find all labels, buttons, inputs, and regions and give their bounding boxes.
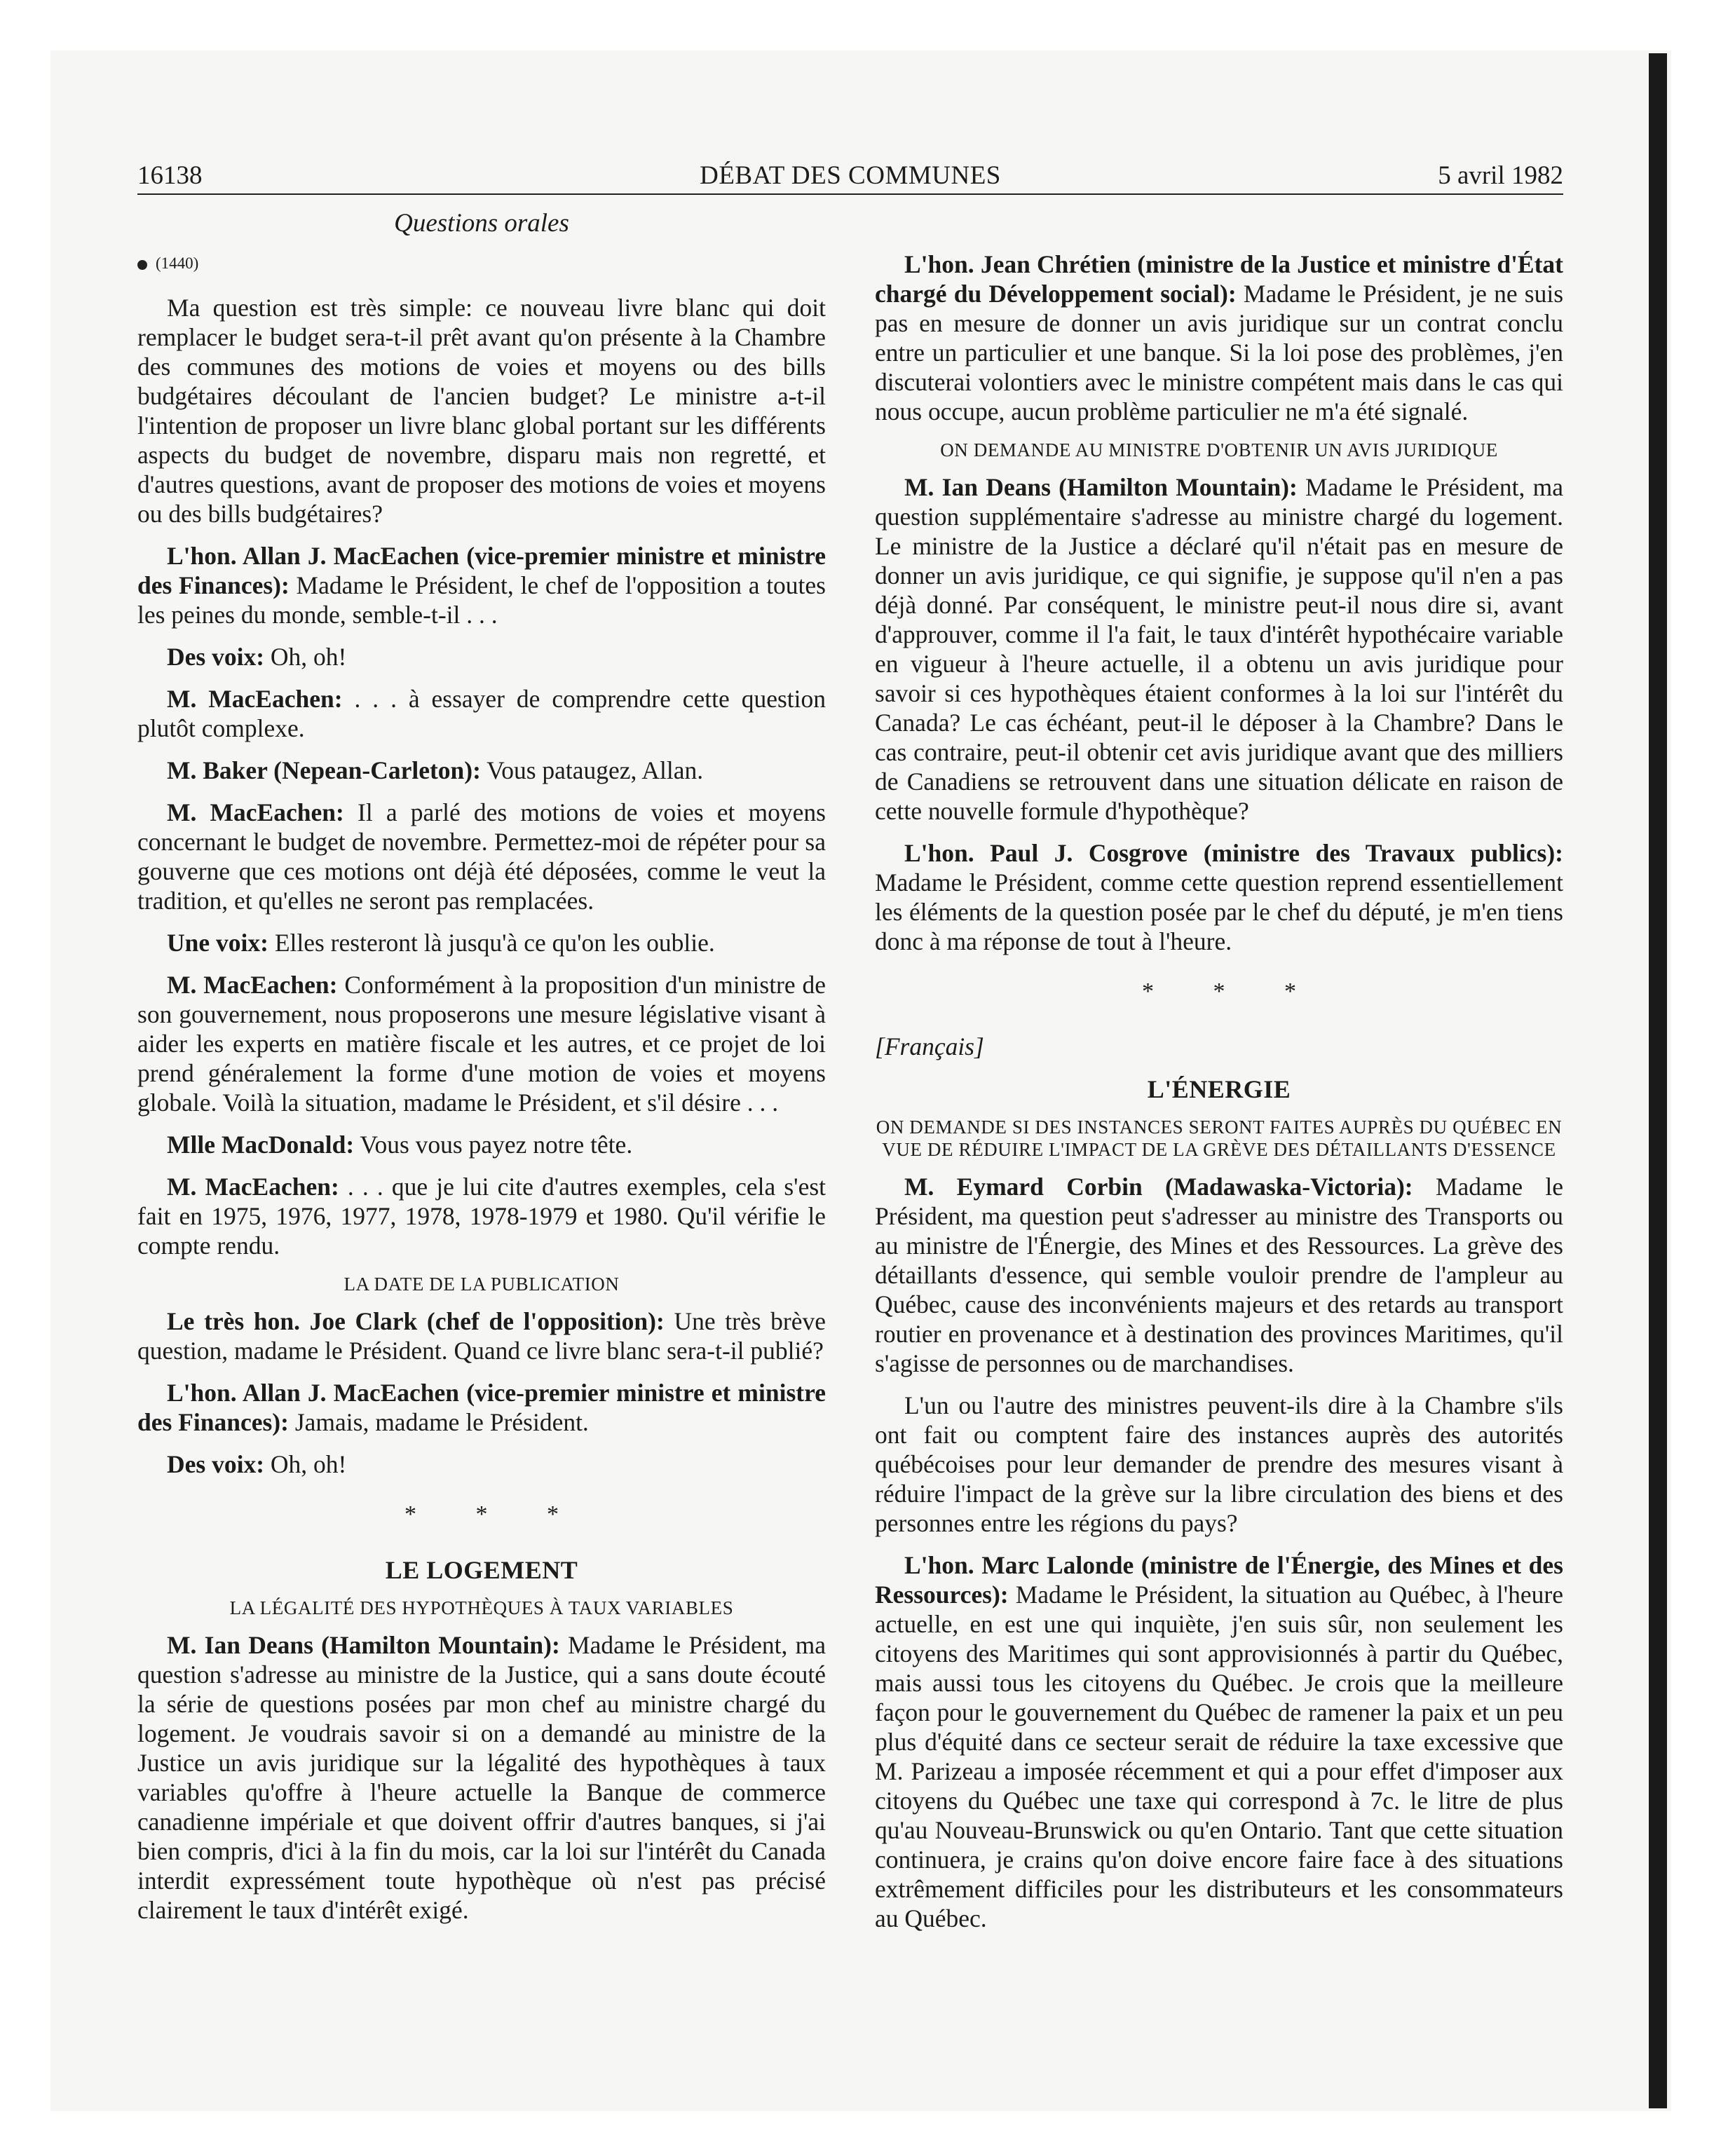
- speaker: M. MacEachen:: [167, 1173, 339, 1201]
- speech: [137, 541, 826, 629]
- speech: [875, 1172, 1563, 1378]
- speech: [137, 1378, 826, 1437]
- speech-text: Oh, oh!: [270, 643, 347, 671]
- speaker: M. MacEachen:: [167, 798, 344, 826]
- speaker: L'hon. Paul J. Cosgrove (ministre des Travaux publics):: [904, 839, 1563, 867]
- speech: [875, 838, 1563, 956]
- speech-text: . . . que je lui cite d'autres exemples, cela s'est fait en 1975, 1976, 1977, 1978, 1978-1979 et 1980. Qu'il vérifie le compte rendu.: [137, 1173, 826, 1260]
- speaker: L'hon. Allan J. MacEachen (vice-premier ministre et ministre des Finances):: [137, 542, 826, 599]
- speaker: L'hon. Marc Lalonde (ministre de l'Énergie, des Mines et des Ressources):: [875, 1551, 1563, 1609]
- speech-text: Jamais, madame le Président.: [294, 1408, 589, 1436]
- speech: [875, 250, 1563, 426]
- speech-text: Vous pataugez, Allan.: [487, 756, 704, 784]
- bullet-dot-icon: [137, 260, 147, 270]
- scan-edge-shadow: [1649, 53, 1667, 2108]
- speech-text: Madame le Président, ma question peut s'adresser au ministre des Transports ou au ministre de l'Énergie, des Mines et des Ressources. La grève des détaillants d'essence, qui semble vouloir prendre de l'ampleur au Québec, cause des inconvénients majeurs et des retards au transport routier en provenance et à destination des provinces Maritimes, qu'il s'agisse de personnes ou de marchandises.: [875, 1173, 1563, 1377]
- speech: [137, 1130, 826, 1159]
- speech: [137, 642, 826, 671]
- speech-text: Vous vous payez notre tête.: [360, 1131, 633, 1159]
- speaker: Des voix:: [167, 1450, 265, 1478]
- speech-text: Une très brève question, madame le Président. Quand ce livre blanc sera-t-il publié?: [137, 1307, 826, 1365]
- speaker: L'hon. Allan J. MacEachen (vice-premier ministre et ministre des Finances):: [137, 1379, 826, 1436]
- speech: [137, 1172, 826, 1260]
- speech: [137, 1630, 826, 1925]
- page-date: 5 avril 1982: [1438, 161, 1563, 190]
- publication-title: DÉBAT DES COMMUNES: [700, 161, 1001, 190]
- speech: [137, 684, 826, 743]
- section-heading: L'ÉNERGIE: [1147, 1075, 1291, 1103]
- speech-text: Oh, oh!: [270, 1450, 347, 1478]
- section-heading: LE LOGEMENT: [385, 1556, 578, 1584]
- speech: [137, 798, 826, 915]
- language-tag: [Français]: [875, 1032, 984, 1060]
- speech-text: Il a parlé des motions de voies et moyens concernant le budget de novembre. Permettez-moi de répéter pour sa gouverne que ces motions ont déjà été déposées, comme le veut la tradition, et qu'elles ne seront pas remplacées.: [137, 798, 826, 915]
- speech: [137, 1449, 826, 1479]
- page-header: [137, 158, 1563, 195]
- speaker: M. MacEachen:: [167, 685, 343, 713]
- speech: [137, 756, 826, 785]
- section-separator: * * *: [404, 1501, 585, 1527]
- subheading: ON DEMANDE SI DES INSTANCES SERONT FAITES AUPRÈS DU QUÉBEC EN VUE DE RÉDUIRE L'IMPACT DE LA GRÈVE DES DÉTAILLANTS D'ESSENCE: [876, 1117, 1563, 1160]
- speech-text: Conformément à la proposition d'un ministre de son gouvernement, nous proposerons une mesure législative visant à aider les experts en matière fiscale et les autres, et ce projet de loi prend généralement la forme d'une motion de voies et moyens globale. Voilà la situation, madame le Président, et s'il désire . . .: [137, 971, 826, 1117]
- speech-text: Madame le Président, la situation au Québec, à l'heure actuelle, en est une qui inquiète, j'en suis sûr, non seulement les citoyens des Maritimes qui sont approvisionnés à partir du Québec, mais aussi tous les citoyens du Québec. Je crois que la meilleure façon pour le gouvernement du Québec de ramener la paix et un peu plus d'équité dans ce secteur serait de réduire la taxe excessive que M. Parizeau a imposée récemment et qui a pour effet d'imposer aux citoyens du Québec une taxe qui correspond à 7c. le litre de plus qu'au Nouveau-Brunswick ou qu'en Ontario. Tant que cette situation continuera, je crains qu'on doive encore faire face à des situations extrêmement difficiles pour les distributeurs et les consommateurs au Québec.: [875, 1581, 1563, 1932]
- left-column: [137, 207, 826, 1937]
- right-column: [875, 250, 1563, 1946]
- speech-text: . . . à essayer de comprendre cette question plutôt complexe.: [137, 685, 826, 742]
- timestamp-text: (1440): [156, 254, 199, 272]
- speaker: M. Eymard Corbin (Madawaska-Victoria):: [904, 1173, 1413, 1201]
- subheading: LA DATE DE LA PUBLICATION: [343, 1274, 620, 1295]
- page-number: 16138: [137, 161, 203, 190]
- speech-text: Madame le Président, je ne suis pas en mesure de donner un avis juridique sur un contrat conclu entre un particulier et une banque. Si la loi pose des problèmes, j'en discuterai volontiers avec le ministre compétent mais dans le cas qui nous occupe, aucun problème particulier ne m'a été signalé.: [875, 280, 1564, 425]
- speech-text: Elles resteront là jusqu'à ce qu'on les oublie.: [274, 929, 715, 957]
- speaker: Des voix:: [167, 643, 265, 671]
- subheading: LA LÉGALITÉ DES HYPOTHÈQUES À TAUX VARIABLES: [229, 1597, 734, 1618]
- speech: [875, 472, 1563, 826]
- speaker: M. MacEachen:: [167, 971, 338, 999]
- section-separator: * * *: [1142, 978, 1323, 1004]
- speech: [137, 1306, 826, 1365]
- speaker: Une voix:: [167, 929, 268, 957]
- section-label: Questions orales: [394, 209, 569, 238]
- speech: [875, 1550, 1563, 1933]
- speech-text: Madame le Président, ma question supplémentaire s'adresse au ministre chargé du logement. Le ministre de la Justice a déclaré qu'il n'était pas en mesure de donner un avis juridique, ce qui signifie, je suppose qu'il n'en a pas déjà donné. Par conséquent, le ministre peut-il nous dire si, avant d'approuver, comme il l'a fait, le taux d'intérêt hypothécaire variable en vigueur à l'heure actuelle, il a obtenu un avis juridique pour savoir si ces hypothèques étaient conformes à la loi sur l'intérêt du Canada? Le cas échéant, peut-il le déposer à la Chambre? Dans le cas contraire, peut-il obtenir cet avis juridique avant que des milliers de Canadiens se retrouvent dans une situation délicate en raison de cette nouvelle formule d'hypothèque?: [875, 473, 1563, 825]
- speech-text: Madame le Président, le chef de l'opposition a toutes les peines du monde, semble-t-il . . .: [137, 571, 826, 629]
- speech-text: Madame le Président, comme cette question reprend essentiellement les éléments de la question posée par le chef du député, je m'en tiens donc à ma réponse de tout à l'heure.: [875, 868, 1563, 955]
- speech-text: Madame le Président, ma question s'adresse au ministre de la Justice, qui a sans doute écouté la série de questions posées par mon chef au ministre chargé du logement. Je voudrais savoir si on a demandé au ministre de la Justice un avis juridique sur la légalité des hypothèques à taux variables qu'offre à l'heure actuelle la Banque de commerce canadienne impériale et que doivent offrir d'autres banques, si j'ai bien compris, d'ici à la fin du mois, car la loi sur l'intérêt du Canada interdit expressément toute hypothèque où n'est pas précisé clairement le taux d'intérêt exigé.: [137, 1631, 826, 1924]
- speech: [137, 970, 826, 1117]
- subheading: ON DEMANDE AU MINISTRE D'OBTENIR UN AVIS JURIDIQUE: [940, 439, 1498, 460]
- speaker: Le très hon. Joe Clark (chef de l'opposition):: [167, 1307, 665, 1335]
- speaker: Mlle MacDonald:: [167, 1131, 355, 1159]
- speaker: M. Ian Deans (Hamilton Mountain):: [167, 1631, 560, 1659]
- timestamp: [137, 248, 826, 279]
- paragraph: L'un ou l'autre des ministres peuvent-ils dire à la Chambre s'ils ont fait ou comptent faire des instances auprès des autorités québécoises pour leur demander de prendre des mesures visant à réduire l'impact de la grève sur la libre circulation des biens et des personnes entre les régions du pays?: [875, 1391, 1563, 1537]
- speech: [137, 928, 826, 957]
- paragraph: Ma question est très simple: ce nouveau livre blanc qui doit remplacer le budget sera-t-il prêt avant qu'on présente à la Chambre des communes des motions de voies et moyens ou des bills budgétaires découlant de l'ancien budget? Le ministre a-t-il l'intention de proposer un livre blanc global portant sur les différents aspects du budget de novembre, disparu mais non regretté, et d'autres questions, avant de proposer des motions de voies et moyens ou des bills budgétaires?: [137, 294, 826, 528]
- speaker: M. Ian Deans (Hamilton Mountain):: [904, 473, 1298, 501]
- speaker: M. Baker (Nepean-Carleton):: [167, 756, 481, 784]
- speaker: L'hon. Jean Chrétien (ministre de la Justice et ministre d'État chargé du Développement social):: [875, 250, 1563, 308]
